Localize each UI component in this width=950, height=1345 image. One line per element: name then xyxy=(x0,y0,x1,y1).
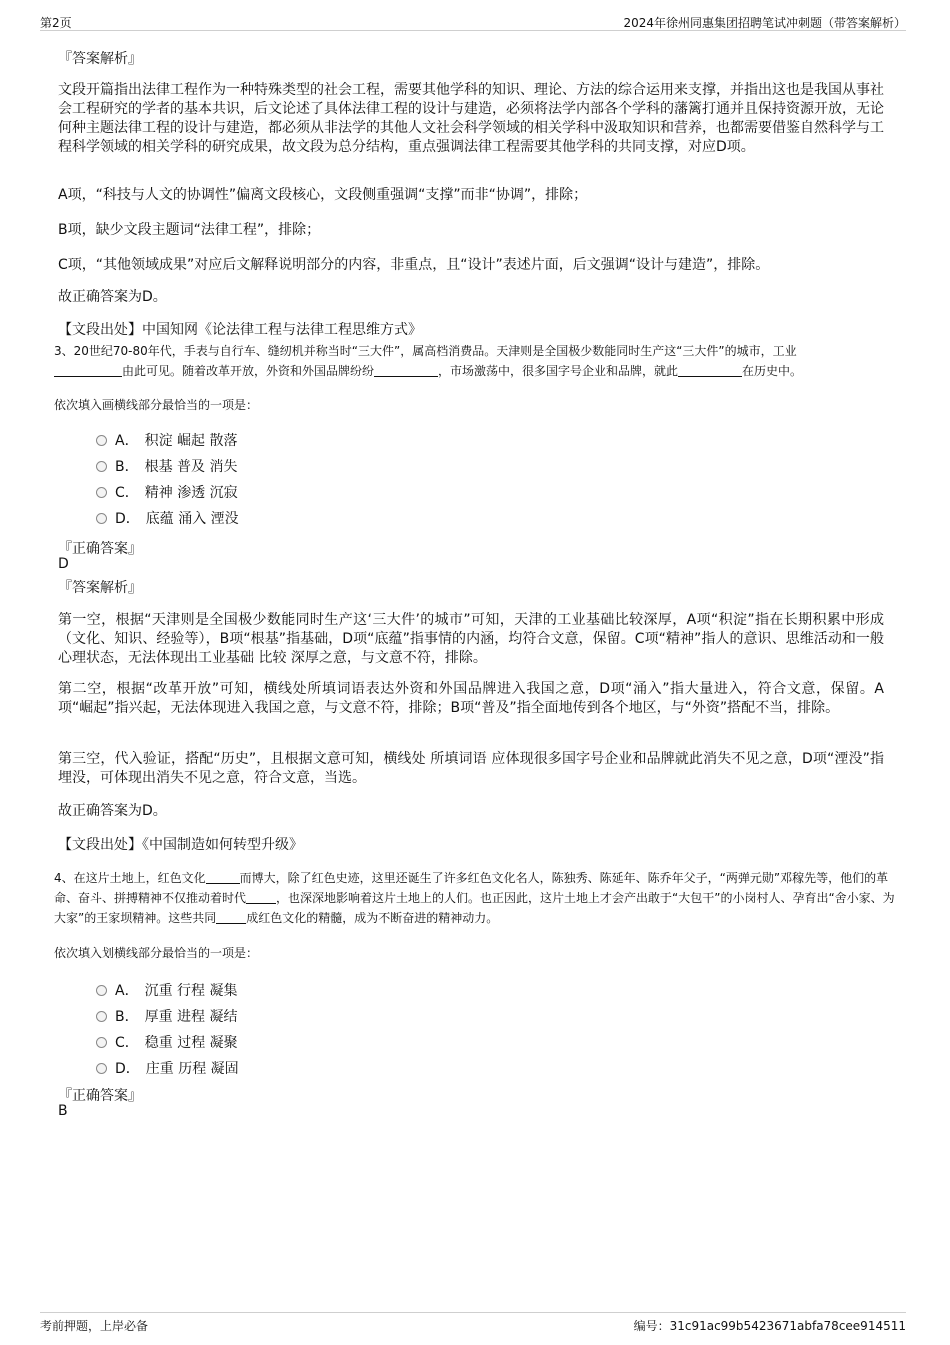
radio-icon xyxy=(96,985,107,996)
radio-icon xyxy=(96,461,107,472)
radio-icon xyxy=(96,1063,107,1074)
q4-answer-label: 『正确答案』 xyxy=(58,1088,142,1104)
radio-icon xyxy=(96,435,107,446)
blank-3 xyxy=(216,911,246,924)
blank-2 xyxy=(374,364,438,377)
q3-option-c[interactable]: C． 精神 渗透 沉寂 xyxy=(96,482,244,504)
q4-option-a[interactable]: A． 沉重 行程 凝集 xyxy=(96,980,243,1002)
q3-prompt: 依次填入画横线部分最恰当的一项是： xyxy=(54,398,259,412)
q3-conclusion: 故正确答案为D。 xyxy=(58,803,167,819)
q3-analysis-1: 第一空，根据“天津则是全国极少数能同时生产这‘三大件’的城市”可知，天津的工业基础比较深厚，A项“积淀”指在长期积累中形成（文化、知识、经验等），B项“根基”指基础，D项“底蕴”指事情的内涵，均符合文意，保留。C项“精神”指人的意识、思维活动和一般心理状态，无法体现出工业基础 比较 深厚之意，与文意不符，排除。 xyxy=(58,612,884,666)
q3-option-a[interactable]: A． 积淀 崛起 散落 xyxy=(96,430,243,452)
document-id: 编号：31c91ac99b5423671abfa78cee914511 xyxy=(633,1319,906,1333)
q4-option-d[interactable]: D． 庄重 历程 凝固 xyxy=(96,1058,245,1080)
q3-analysis-2: 第二空，根据“改革开放”可知，横线处所填词语表达外资和外国品牌进入我国之意，D项“涌入”指大量进入，符合文意，保留。A项“崛起”指兴起，无法体现进入我国之意，与文意不符，排除；B项“普及”指全面地传到各个地区，与“外资”搭配不当，排除。 xyxy=(58,681,884,716)
q2-analysis-b: B项，缺少文段主题词“法律工程”，排除； xyxy=(58,222,321,238)
document-title: 2024年徐州同惠集团招聘笔试冲刺题（带答案解析） xyxy=(623,16,906,30)
q4-option-b[interactable]: B． 厚重 进程 凝结 xyxy=(96,1006,244,1028)
q3-answer: D xyxy=(58,556,69,572)
q4-option-c[interactable]: C． 稳重 过程 凝聚 xyxy=(96,1032,244,1054)
blank-2 xyxy=(246,891,276,904)
radio-icon xyxy=(96,1037,107,1048)
q2-analysis-main: 文段开篇指出法律工程作为一种特殊类型的社会工程，需要其他学科的知识、理论、方法的综合运用来支撑，并指出这也是我国从事社会工程研究的学者的基本共识，后文论述了具体法律工程的设计与建造，必须将法学内部各个学科的藩篱打通并且保持资源开放，无论何种主题法律工程的设计与建造，都必须从非法学的其他人文社会科学领域的相关学科中汲取知识和营养，也都需要借鉴自然科学与工程科学领域的相关学科的研究成果，故文段为总分结构，重点强调法律工程需要其他学科的共同支撑，对应D项。 xyxy=(58,82,884,155)
q4-stem: 4、在这片土地上，红色文化 而博大，除了红色史迹，这里还诞生了许多红色文化名人，陈独秀、陈延年、陈乔年父子，“两弹元勋”邓稼先等，他们的革命、奋斗、拼搏精神不仅推动着时代 ，也深深地影响着这片土地上的人们。也正因此，这片土地上才会产出敢于“大包干”的小岗村人、孕育出“舍小家、为大家”的王家坝精神。这些共同 成红色文化的精髓，成为不断奋进的精神动力。 xyxy=(54,871,895,925)
blank-1 xyxy=(206,871,240,884)
page-number: 第2页 xyxy=(40,16,72,30)
blank-3 xyxy=(678,364,742,377)
q3-analysis-3: 第三空，代入验证，搭配“历史”，且根据文意可知，横线处 所填词语 应体现很多国字号企业和品牌就此消失不见之意，D项“湮没”指埋没，可体现出消失不见之意，符合文意，当选。 xyxy=(58,751,884,786)
q2-source: 【文段出处】中国知网《论法律工程与法律工程思维方式》 xyxy=(58,322,422,338)
q2-conclusion: 故正确答案为D。 xyxy=(58,289,167,305)
q3-source: 【文段出处】《中国制造如何转型升级》 xyxy=(58,837,303,853)
q4-prompt: 依次填入划横线部分最恰当的一项是： xyxy=(54,946,259,960)
q2-analysis-c: C项，“其他领域成果”对应后文解释说明部分的内容，非重点，且“设计”表述片面，后文强调“设计与建造”，排除。 xyxy=(58,257,770,273)
q3-answer-label: 『正确答案』 xyxy=(58,541,142,557)
radio-icon xyxy=(96,487,107,498)
page-footer xyxy=(40,1312,906,1333)
footer-slogan: 考前押题，上岸必备 xyxy=(40,1319,149,1333)
q3-analysis-label: 『答案解析』 xyxy=(58,580,142,596)
q3-stem: 3、20世纪70-80年代，手表与自行车、缝纫机并称当时“三大件”，属高档消费品。天津则是全国极少数能同时生产这“三大件”的城市，工业 由此可见。随着改革开放，外资和外国品牌纷纷 ，市场激荡中，很多国字号企业和品牌，就此 在历史中。 xyxy=(54,344,803,378)
page-header xyxy=(40,8,906,31)
q3-option-d[interactable]: D． 底蕴 涌入 湮没 xyxy=(96,508,245,530)
q4-answer: B xyxy=(58,1103,68,1119)
blank-1 xyxy=(54,364,122,377)
radio-icon xyxy=(96,1011,107,1022)
q2-analysis-label: 『答案解析』 xyxy=(58,51,142,67)
radio-icon xyxy=(96,513,107,524)
q2-analysis-a: A项，“科技与人文的协调性”偏离文段核心，文段侧重强调“支撑”而非“协调”，排除； xyxy=(58,187,588,203)
q3-option-b[interactable]: B． 根基 普及 消失 xyxy=(96,456,244,478)
